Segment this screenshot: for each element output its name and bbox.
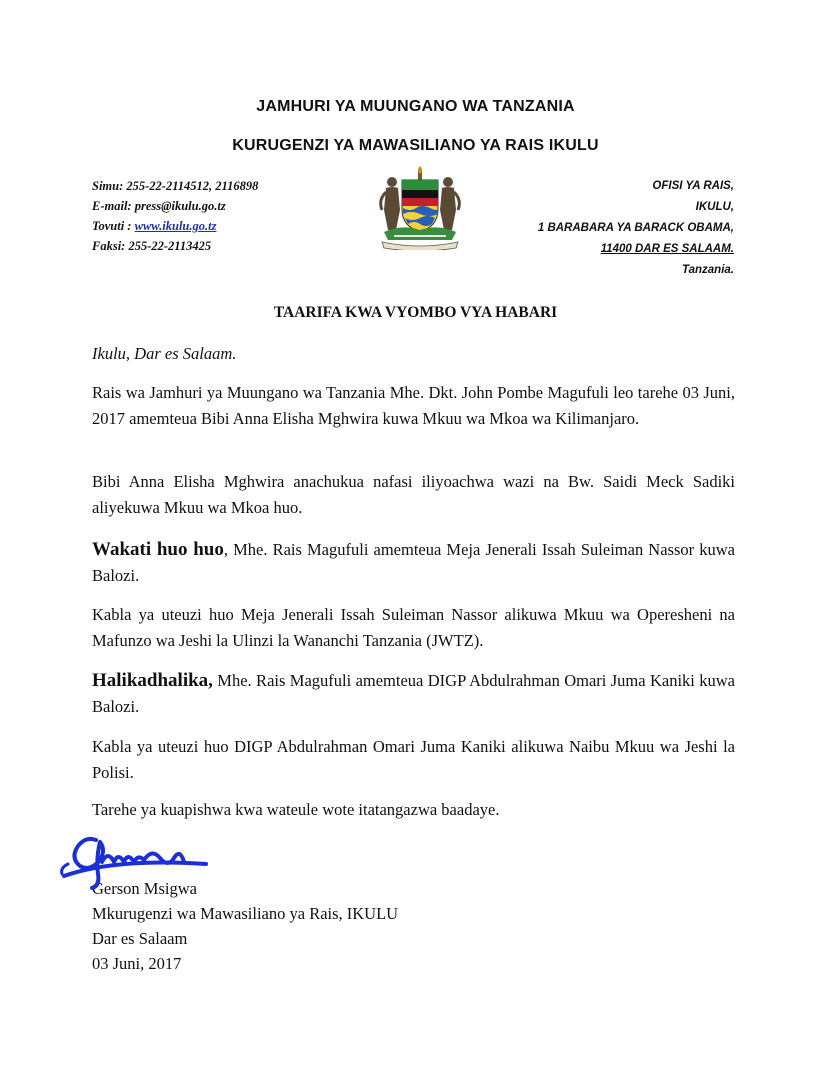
paragraph-1: Rais wa Jamhuri ya Muungano wa Tanzania Mhe. Dkt. John Pombe Magufuli leo tarehe 03 Juni, 2017 amemteua Bibi Anna Elisha Mghwira kuwa Mkuu wa Mkoa wa Kilimanjaro. [92, 383, 735, 428]
signatory-name: Gerson Msigwa [92, 879, 197, 898]
fax-line: Faksi: 255-22-2113425 [92, 239, 212, 253]
website-line [92, 216, 258, 236]
contact-info-right [538, 176, 734, 281]
signoff-city: Dar es Salaam [92, 929, 188, 948]
website-link[interactable]: www.ikulu.go.tz [134, 219, 217, 233]
paragraph-5-text: Mhe. Rais Magufuli amemteua DIGP Abdulrahman Omari Juma Kaniki kuwa Balozi. [92, 671, 735, 716]
address-line-3: 1 BARABARA YA BARACK OBAMA, [537, 222, 734, 234]
handwritten-signature-icon [56, 828, 216, 894]
signatory-title: Mkurugenzi wa Mawasiliano ya Rais, IKULU [92, 904, 399, 923]
header-directorate: KURUGENZI YA MAWASILIANO YA RAIS IKULU [232, 137, 599, 154]
phone-line: Simu: 255-22-2114512, 2116898 [92, 179, 259, 193]
email-line: E-mail: press@ikulu.go.tz [92, 199, 226, 213]
paragraph-5-lead: Halikadhalika, [92, 670, 213, 691]
address-line-5: Tanzania. [682, 264, 734, 276]
paragraph-3-lead: Wakati huo huo [92, 539, 224, 560]
release-place: Ikulu, Dar es Salaam. [92, 344, 237, 363]
website-label: Tovuti : [92, 219, 135, 233]
address-line-2: IKULU, [695, 201, 734, 213]
header-country: JAMHURI YA MUUNGANO WA TANZANIA [256, 98, 575, 115]
paragraph-6: Kabla ya uteuzi huo DIGP Abdulrahman Omari Juma Kaniki alikuwa Naibu Mkuu wa Jeshi la Polisi. [92, 737, 735, 782]
paragraph-7: Tarehe ya kuapishwa kwa wateule wote itatangazwa baadaye. [92, 800, 500, 819]
paragraph-2: Bibi Anna Elisha Mghwira anachukua nafasi iliyoachwa wazi na Bw. Saidi Meck Sadiki aliyekuwa Mkuu wa Mkoa huo. [92, 472, 735, 517]
address-line-4: 11400 DAR ES SALAAM. [600, 243, 734, 255]
address-line-1: OFISI YA RAIS, [652, 180, 734, 192]
coat-of-arms-icon [372, 166, 468, 250]
paragraph-4: Kabla ya uteuzi huo Meja Jenerali Issah Suleiman Nassor alikuwa Mkuu wa Operesheni na Mafunzo wa Jeshi la Ulinzi la Wananchi Tanzania (JWTZ). [92, 605, 735, 650]
signoff-date: 03 Juni, 2017 [92, 954, 182, 973]
paragraph-3-text: , Mhe. Rais Magufuli amemteua Meja Jenerali Issah Suleiman Nassor kuwa Balozi. [92, 540, 735, 585]
contact-info-left [92, 176, 258, 256]
release-title: TAARIFA KWA VYOMBO VYA HABARI [273, 304, 558, 321]
paragraph-3 [92, 537, 735, 589]
paragraph-5 [92, 668, 735, 720]
